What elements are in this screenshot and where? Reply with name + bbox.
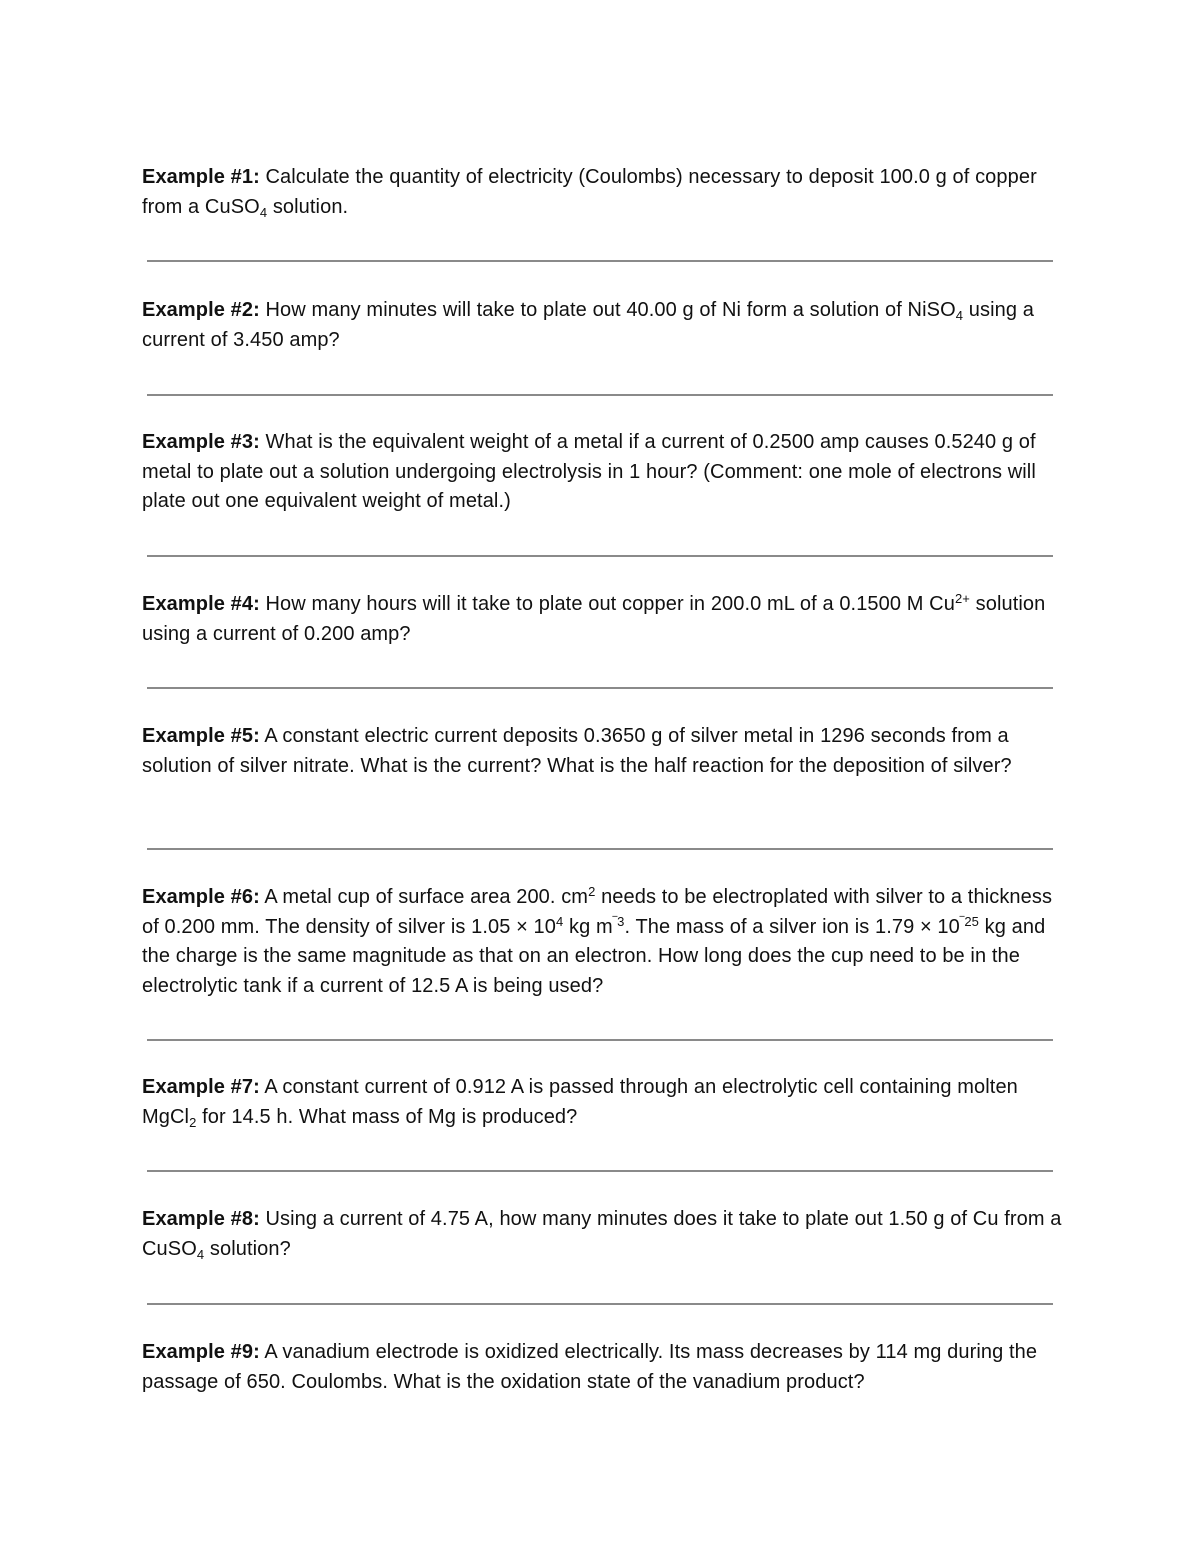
example-text: kg m bbox=[563, 915, 613, 938]
answer-line-8 bbox=[147, 1303, 1053, 1305]
answer-line-1 bbox=[147, 260, 1053, 262]
subscript: 4 bbox=[259, 204, 268, 220]
answer-line-5 bbox=[147, 848, 1053, 850]
answer-line-4 bbox=[147, 687, 1053, 689]
example-7 bbox=[142, 1073, 1062, 1132]
example-text: How many minutes will take to plate out 40.00 g of Ni form a solution of NiSO bbox=[259, 299, 956, 321]
example-text: solution using a current of 0.200 amp? bbox=[142, 593, 1046, 645]
superscript: ‾25 bbox=[959, 913, 979, 929]
superscript: ‾3 bbox=[612, 913, 625, 929]
example-5 bbox=[142, 722, 1062, 781]
example-text: using a current of 3.450 amp? bbox=[142, 299, 1034, 351]
example-1 bbox=[142, 163, 1062, 222]
example-label: Example #1: bbox=[142, 166, 260, 188]
example-6 bbox=[142, 883, 1062, 1001]
answer-line-6 bbox=[147, 1039, 1053, 1041]
example-text: A constant current of 0.912 A is passed through an electrolytic cell containing molten MgCl bbox=[142, 1076, 1018, 1128]
example-text: A vanadium electrode is oxidized electrically. Its mass decreases by 114 mg during the passage of 650. Coulombs. What is the oxidation state of the vanadium product? bbox=[142, 1341, 1038, 1393]
subscript: 4 bbox=[196, 1246, 205, 1262]
example-text: solution? bbox=[204, 1237, 291, 1260]
example-label: Example #4: bbox=[142, 593, 260, 615]
example-4 bbox=[142, 590, 1062, 649]
example-text: needs to be electroplated with silver to a thickness of 0.200 mm. The density of silver is 1.05 × 10 bbox=[142, 886, 1053, 938]
subscript: 2 bbox=[189, 1114, 197, 1130]
subscript: 4 bbox=[955, 308, 964, 323]
example-text: Calculate the quantity of electricity (Coulombs) necessary to deposit 100.0 g of copper from a CuSO bbox=[142, 166, 1037, 218]
example-label: Example #7: bbox=[142, 1076, 260, 1098]
answer-line-3 bbox=[147, 555, 1053, 557]
example-text: What is the equivalent weight of a metal if a current of 0.2500 amp causes 0.5240 g of metal to plate out a solution undergoing electrolysis in 1 hour? (Comment: one mole of electrons will plate out one equivalent weight of metal.) bbox=[142, 431, 1036, 512]
example-9 bbox=[142, 1338, 1062, 1397]
example-2 bbox=[142, 296, 1062, 355]
example-3 bbox=[142, 428, 1062, 517]
answer-line-7 bbox=[147, 1170, 1053, 1172]
example-text: Using a current of 4.75 A, how many minutes does it take to plate out 1.50 g of Cu from a CuSO bbox=[142, 1208, 1062, 1260]
superscript: 2 bbox=[588, 884, 596, 899]
example-text: A metal cup of surface area 200. cm bbox=[259, 886, 589, 908]
example-text: How many hours will it take to plate out copper in 200.0 mL of a 0.1500 M Cu bbox=[259, 593, 955, 615]
superscript: 4 bbox=[556, 913, 564, 929]
example-text: solution. bbox=[267, 195, 349, 218]
example-label: Example #8: bbox=[142, 1208, 260, 1230]
example-text: A constant electric current deposits 0.3650 g of silver metal in 1296 seconds from a solution of silver nitrate. What is the current? What is the half reaction for the deposition of silver? bbox=[142, 725, 1012, 777]
example-label: Example #6: bbox=[142, 886, 260, 908]
example-text: . The mass of a silver ion is 1.79 × 10 bbox=[624, 915, 960, 938]
example-label: Example #3: bbox=[142, 431, 260, 453]
example-label: Example #5: bbox=[142, 725, 260, 747]
example-text: kg and the charge is the same magnitude as that on an electron. How long does the cup need to be in the electrolytic tank if a current of 12.5 A is being used? bbox=[142, 915, 1046, 997]
example-text: for 14.5 h. What mass of Mg is produced? bbox=[196, 1105, 578, 1128]
example-label: Example #9: bbox=[142, 1341, 260, 1363]
example-8 bbox=[142, 1205, 1062, 1264]
example-label: Example #2: bbox=[142, 299, 260, 321]
superscript: 2+ bbox=[954, 591, 970, 606]
answer-line-2 bbox=[147, 394, 1053, 396]
